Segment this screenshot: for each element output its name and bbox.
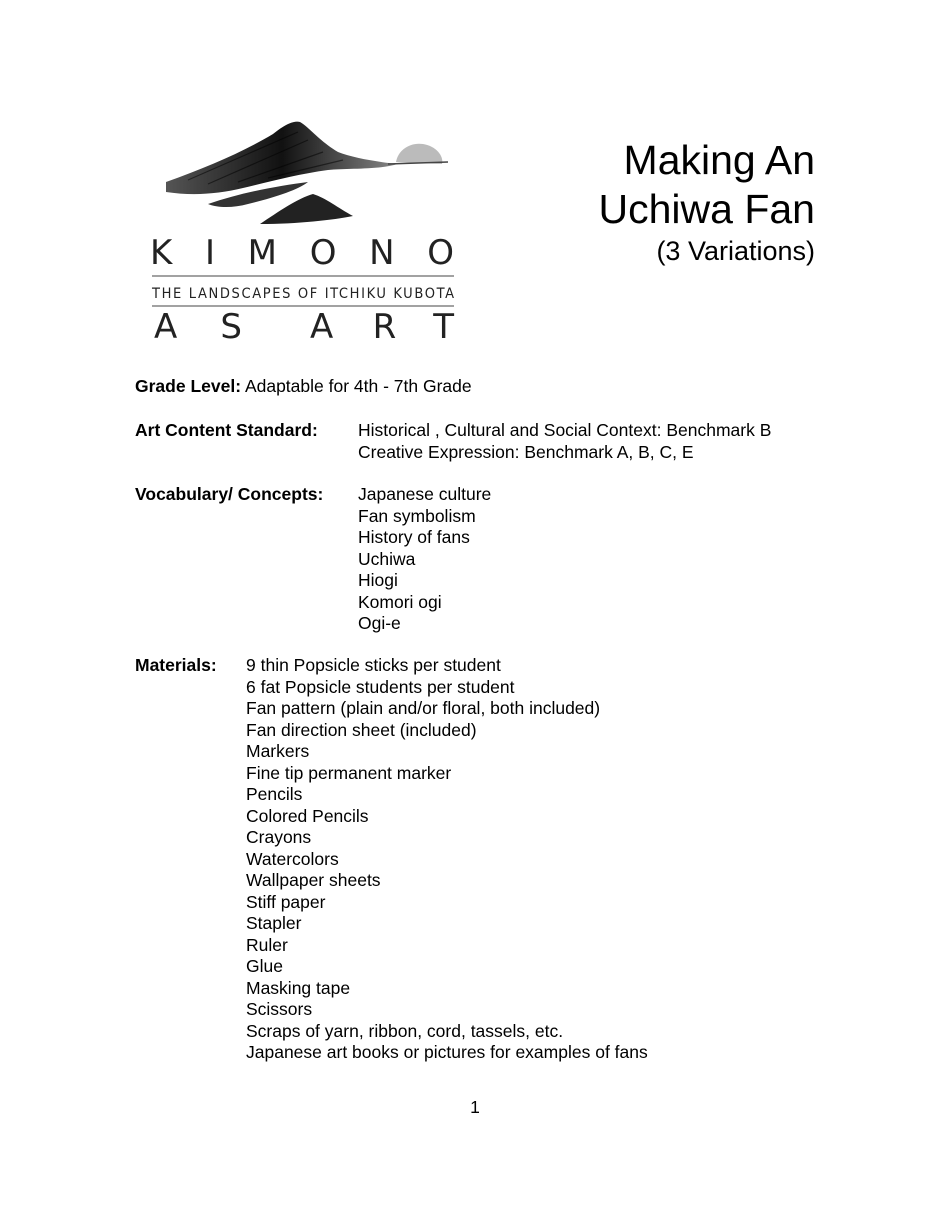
grade-level-label: Grade Level:: [135, 376, 242, 396]
grade-level-value: Adaptable for 4th - 7th Grade: [244, 376, 472, 396]
list-item: 9 thin Popsicle sticks per student: [246, 655, 501, 675]
list-item: Stiff paper: [246, 891, 326, 912]
kimono-as-art-logo: [148, 112, 468, 344]
logo-word-kimono: KIMONO: [150, 233, 454, 273]
list-item: Komori ogi: [358, 591, 442, 612]
list-item: Uchiwa: [358, 548, 416, 569]
title-line-1: Making An: [623, 137, 815, 183]
list-item: Fan symbolism: [358, 505, 476, 526]
vocabulary-list: [358, 484, 491, 635]
list-item: 6 fat Popsicle students per student: [246, 676, 515, 697]
logo-word-as: AS: [154, 307, 242, 344]
materials-list: [246, 655, 648, 1064]
list-item: Colored Pencils: [246, 805, 369, 826]
logo-word-art: ART: [310, 307, 454, 344]
page-number: 1: [470, 1097, 480, 1117]
art-standard-label: Art Content Standard:: [135, 420, 318, 440]
list-item: Creative Expression: Benchmark A, B, C, E: [358, 441, 694, 462]
title-subtitle: (3 Variations): [656, 236, 815, 266]
list-item: Scissors: [246, 999, 313, 1019]
list-item: Fine tip permanent marker: [246, 762, 452, 783]
list-item: History of fans: [358, 527, 470, 547]
list-item: Ruler: [246, 934, 288, 955]
list-item: Watercolors: [246, 848, 339, 869]
list-item: Masking tape: [246, 977, 351, 998]
logo-tagline: THE LANDSCAPES OF ITCHIKU KUBOTA: [152, 286, 454, 302]
list-item: Glue: [246, 956, 283, 976]
list-item: Hiogi: [358, 570, 398, 590]
materials-label: Materials:: [135, 655, 217, 675]
list-item: Stapler: [246, 913, 302, 933]
mountain-landscape-logo-icon: [148, 112, 468, 344]
list-item: Wallpaper sheets: [246, 870, 381, 890]
list-item: Markers: [246, 741, 310, 761]
list-item: Japanese culture: [358, 484, 492, 504]
list-item: Fan direction sheet (included): [246, 719, 477, 740]
grade-level-row: [135, 376, 472, 398]
list-item: Japanese art books or pictures for examples of fans: [246, 1042, 648, 1062]
list-item: Crayons: [246, 827, 312, 847]
list-item: Scraps of yarn, ribbon, cord, tassels, etc.: [246, 1020, 564, 1041]
list-item: Ogi-e: [358, 613, 401, 633]
art-standard-list: [358, 420, 771, 463]
vocabulary-label: Vocabulary/ Concepts:: [135, 484, 324, 504]
title-line-2: Uchiwa Fan: [598, 186, 815, 232]
document-title: [599, 136, 815, 268]
list-item: Pencils: [246, 784, 303, 804]
list-item: Fan pattern (plain and/or floral, both included): [246, 698, 601, 718]
list-item: Historical , Cultural and Social Context: Benchmark B: [358, 420, 772, 440]
